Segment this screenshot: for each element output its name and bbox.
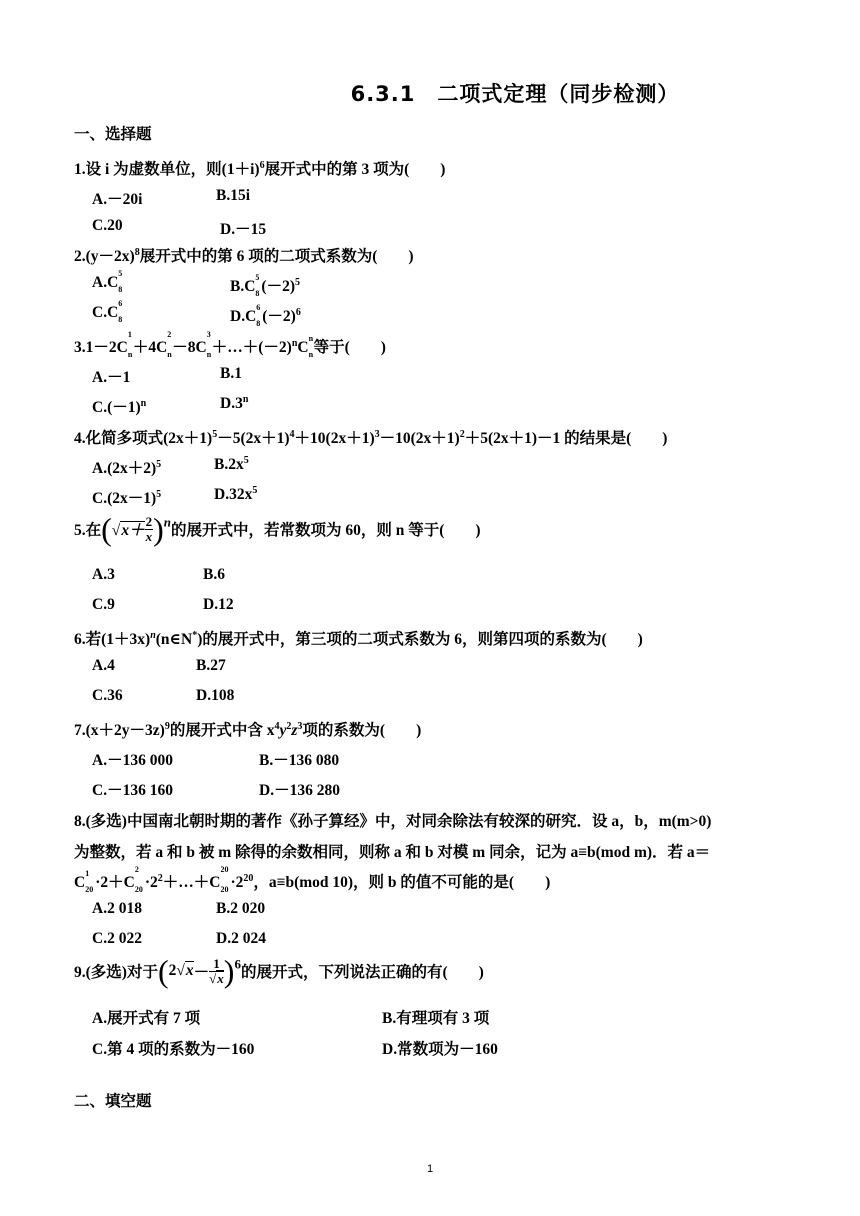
- q6-option-b: B.27: [196, 657, 226, 674]
- question-8-line-2: 为整数，若 a 和 b 被 m 除得的余数相同，则称 a 和 b 对模 m 同余，记为 a≡b(mod m)．若 a＝: [74, 844, 711, 861]
- q2-option-b: B.C 5 8 $(-2)^5$: [230, 273, 300, 298]
- question-7: $7.(x+2y-3z)^9$的展开式中含 $x^4y^2z^3$项的系数为( ): [74, 720, 422, 739]
- q5-option-c: C.9: [92, 596, 115, 613]
- q8-option-b: B.2 020: [216, 900, 266, 917]
- q9-fraction: $\frac{1}{√x}$: [209, 955, 224, 986]
- q3-option-c: $C.(-1)^n$: [92, 397, 147, 416]
- q2-option-a: A.C 5 8: [92, 269, 123, 294]
- q1-option-b: B.15i: [216, 187, 251, 204]
- question-3: 3.1－2C 1 n ＋4C 2 n －8C 3 n $+\dots+(-2)^nC$ n n 等于( ): [74, 330, 386, 359]
- question-1: 1.设 i 为虚数单位，则$(1+i)^6$展开式中的第 3 项为( ): [74, 159, 446, 178]
- section-heading-choice: 一、选择题: [74, 125, 152, 143]
- q7-option-a: A.－136 000: [92, 752, 173, 769]
- q2-option-c: C.C 6 8: [92, 299, 123, 324]
- q6-option-c: C.36: [92, 687, 123, 704]
- q6-option-a: A.4: [92, 657, 115, 674]
- q4-option-c: $C.(2x-1)^5$: [92, 488, 162, 507]
- question-6: 6.若$(1+3x)^n(n\in N^*)$的展开式中，第三项的二项式系数为 6，则第四项的系数为( ): [74, 629, 643, 648]
- q5-fraction: $\frac{2}{x}$: [145, 513, 153, 544]
- q8-option-a: A.2 018: [92, 900, 142, 917]
- q5-option-a: A.3: [92, 566, 115, 583]
- q4-option-b: $B.2x^5$: [214, 454, 249, 473]
- q3-option-b: B.1: [220, 365, 242, 382]
- q3-option-d: D.3$^n$: [220, 393, 249, 412]
- q7-option-b: B.－136 080: [259, 752, 340, 769]
- q3-option-a: A.－1: [92, 369, 131, 386]
- q5-option-b: B.6: [203, 566, 225, 583]
- q8-option-d: D.2 024: [216, 930, 266, 947]
- question-5: 5.在(√x＋ $\frac{2}{x}$ )$^n$的展开式中，若常数项为 60，则 n 等于( ): [74, 511, 481, 547]
- q9-option-a: A.展开式有 7 项: [92, 1010, 201, 1027]
- q9-option-b: B.有理项有 3 项: [382, 1010, 490, 1027]
- q7-option-d: D.－136 280: [259, 782, 340, 799]
- section-heading-fill-in: 二、填空题: [74, 1092, 152, 1110]
- question-2: $2.(y-2x)^8$展开式中的第 6 项的二项式系数为( ): [74, 246, 414, 265]
- question-8-line-1: 8.(多选)中国南北朝时期的著作《孙子算经》中，对同余除法有较深的研究．设 a，b，m(m>0): [74, 813, 712, 830]
- q5-option-d: D.12: [203, 596, 234, 613]
- q1-option-c: C.20: [92, 217, 123, 234]
- question-9: 9.(多选)对于(2√x－ $\frac{1}{√x}$ )$^6$的展开式，下列说法正确的有( ): [74, 953, 484, 989]
- question-4: 4.化简多项式$(2x+1)^5-5(2x+1)^4+10(2x+1)^3-10(2x+1)^2+5(2x+1)-1$ 的结果是( ): [74, 428, 668, 447]
- q6-option-d: D.108: [196, 687, 235, 704]
- q8-option-c: C.2 022: [92, 930, 142, 947]
- q1-option-a: A.－20i: [92, 191, 143, 208]
- page-number: 1: [426, 1163, 434, 1175]
- q4-option-d: $D.32x^5$: [214, 484, 258, 503]
- q9-option-d: D.常数项为－160: [382, 1041, 498, 1058]
- q4-option-a: $A.(2x+2)^5$: [92, 458, 162, 477]
- q2-option-d: D.C 6 8 $(-2)^6$: [230, 303, 301, 328]
- q1-option-d: D.－15: [220, 221, 267, 238]
- page-title: 6.3.1 二项式定理（同步检测）: [350, 82, 680, 106]
- q9-option-c: C.第 4 项的系数为－160: [92, 1041, 255, 1058]
- question-8-line-3: C 1 20 ·2＋C 2 20 $\cdot 2^2+\dots+C$ 20 20 $\cdot 2^{20}$，a≡b(mod 10)，则 b 的值不可能的是( ): [74, 865, 551, 894]
- q7-option-c: C.－136 160: [92, 782, 173, 799]
